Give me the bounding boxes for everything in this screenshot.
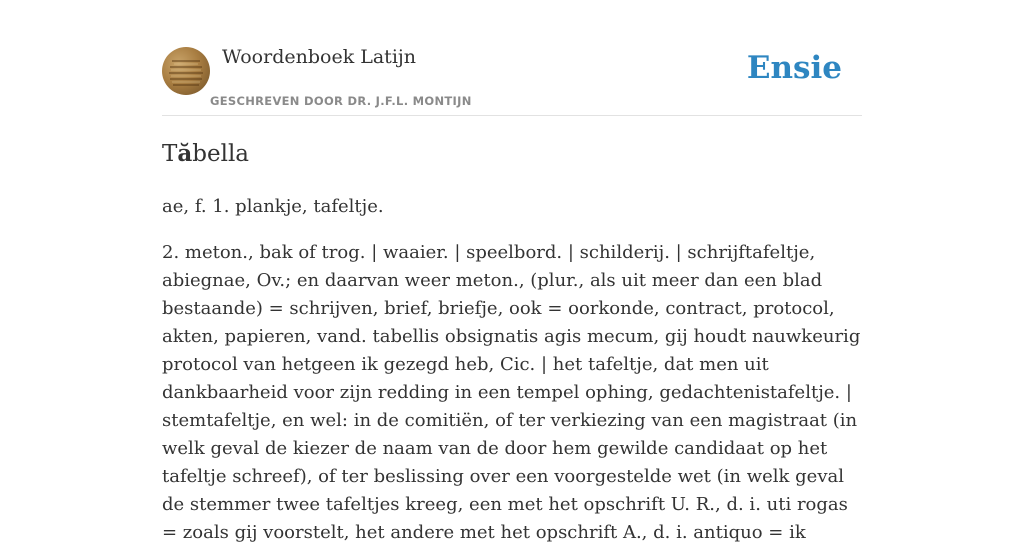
header bbox=[162, 0, 862, 116]
brand-logo[interactable]: Ensie bbox=[746, 50, 842, 86]
coin-inscription-icon[interactable] bbox=[162, 47, 210, 95]
definition-paragraph-2: 2. meton., bak of trog. | waaier. | speelbord. | schilderij. | schrijftafeltje, abiegnae, Ov.; en daarvan weer meton., (plur., als uit meer dan een blad bestaande) = schrijven, brief, briefje, ook = oorkonde, contract, protocol, akten, papieren, vand. tabellis obsignatis agis mecum, gij houdt nauwkeurig protocol van hetgeen ik gezegd heb, Cic. | het tafeltje, dat men uit dankbaarheid voor zijn redding in een tempel ophing, gedachtenistafeltje. | stemtafeltje, en wel: in de comitiën, of ter verkiezing van een magistraat (in welk geval de kiezer de naam van de door hem gewilde candidaat op het tafeltje schreef), of ter beslissing over een voorgestelde wet (in welk geval de stemmer twee tafeltjes kreeg, een met het opschrift U. R., d. i. uti rogas = zoals gij voorstelt, het andere met het opschrift A., d. i. antiquo = ik bbox=[162, 242, 861, 543]
definition-paragraph-1: ae, f. 1. plankje, tafeltje. bbox=[162, 196, 384, 217]
author-byline: GESCHREVEN DOOR DR. J.F.L. MONTIJN bbox=[210, 94, 472, 108]
page bbox=[162, 0, 862, 543]
entry-title bbox=[162, 140, 249, 167]
entry-title-part1: T bbox=[162, 141, 178, 167]
entry-title-accent: ă bbox=[177, 140, 193, 167]
book-title[interactable]: Woordenboek Latijn bbox=[222, 46, 417, 68]
entry-title-part3: bella bbox=[192, 141, 250, 167]
